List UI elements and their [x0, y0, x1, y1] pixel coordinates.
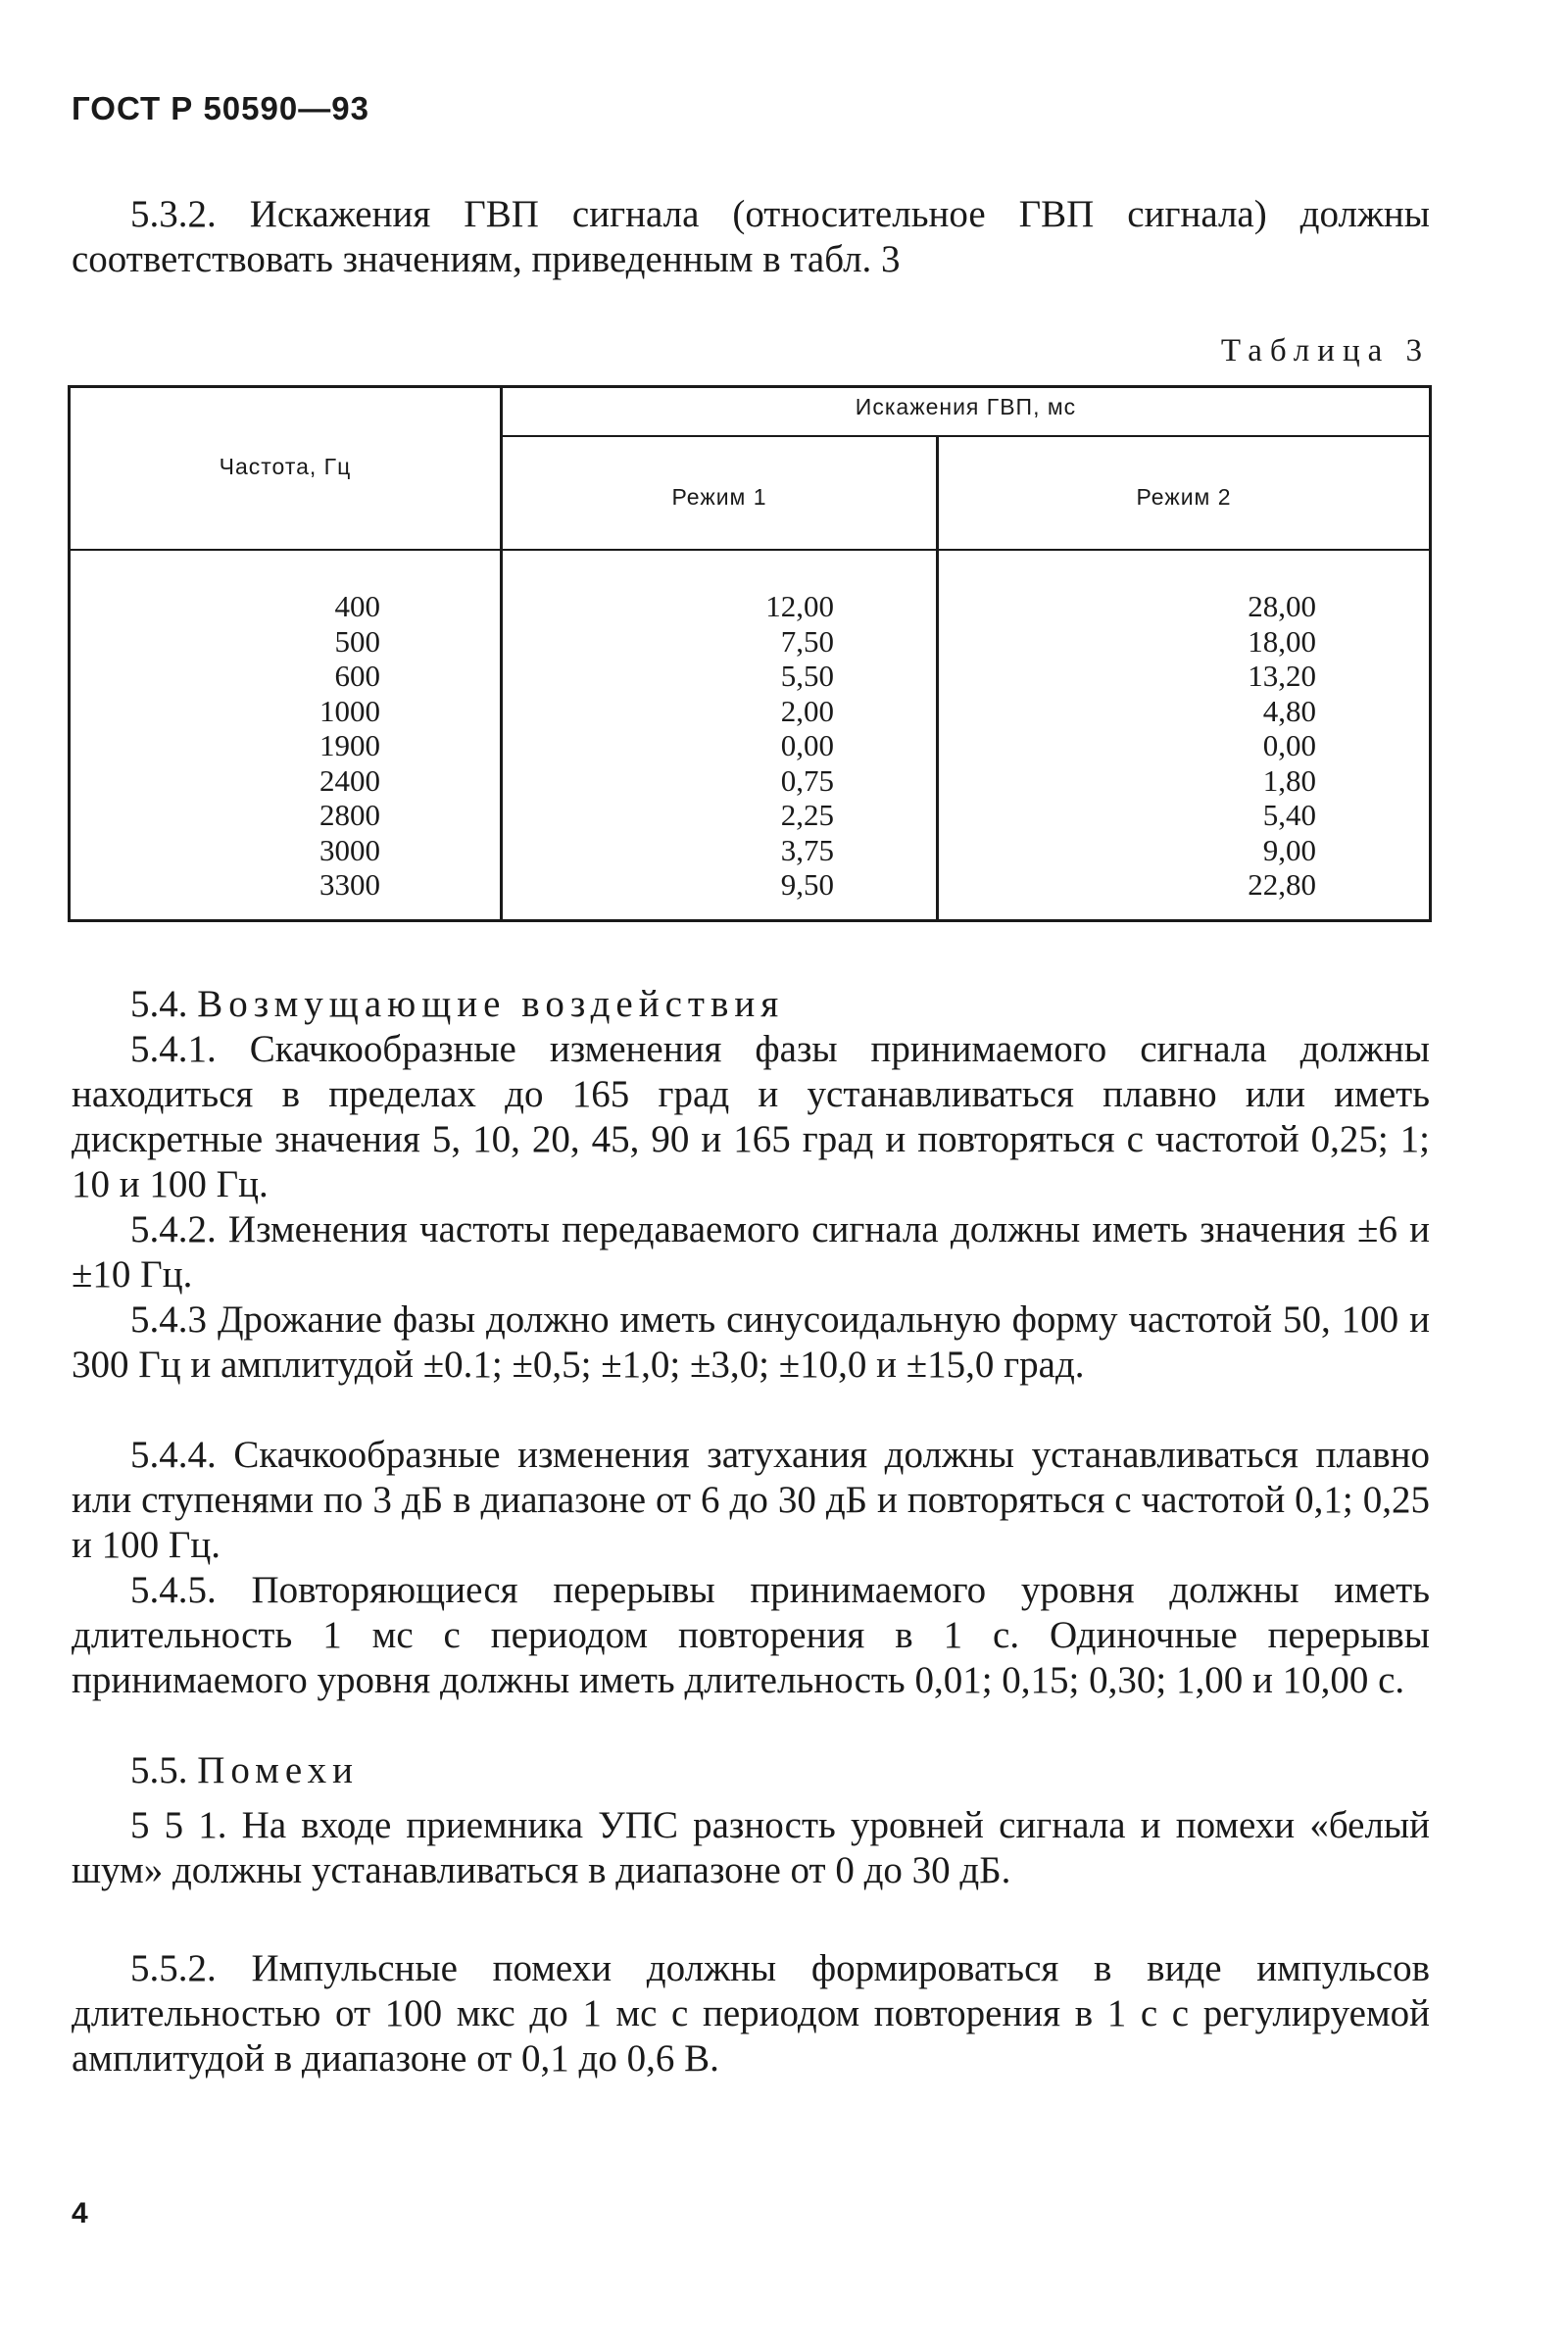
table-right-border [1429, 385, 1432, 922]
header-distortion-group: Искажения ГВП, мс [855, 394, 1077, 419]
table-bottom-border [68, 919, 1432, 922]
table-cell: 3300 [319, 867, 380, 902]
document-header: ГОСТ Р 50590—93 [72, 90, 369, 126]
section-title: Возмущающие воздействия [197, 983, 785, 1025]
table-cell: 5,40 [1262, 798, 1316, 832]
table-cell: 9,50 [780, 867, 834, 902]
paragraph-5-4-1: 5.4.1. Скачкообразные изменения фазы принимаемого сигнала должны находиться в пределах до 165 град и устанавливаться плавно или иметь дискретные значения 5, 10, 20, 45, 90 и 165 град и повторяться с частотой 0,25; 1; 10 и 100 Гц. [72, 1028, 1430, 1205]
table-cell: 2,25 [780, 798, 834, 832]
table-group-separator [502, 435, 1432, 437]
table-cell: 7,50 [780, 623, 834, 659]
table-cell: 500 [334, 623, 380, 659]
paragraph-5-4-2: 5.4.2. Изменения частоты передаваемого сигнала должны иметь значения ±6 и ±10 Гц. [72, 1208, 1430, 1296]
section-number: 5.5. [130, 1749, 188, 1791]
table-cell: 1,80 [1262, 762, 1316, 798]
table-cell: 3,75 [780, 832, 834, 867]
table-caption: Таблица 3 [1220, 333, 1430, 368]
paragraph-5-4-5: 5.4.5. Повторяющиеся перерывы принимаемого уровня должны иметь длительность 1 мс с периодом повторения в 1 с. Одиночные перерывы принимаемого уровня должны иметь длительность 0,01; 0,15; 0,30; 1,00 и 10,00 с. [72, 1569, 1430, 1701]
paragraph-5-4-4: 5.4.4. Скачкообразные изменения затухания должны устанавливаться плавно или ступенями по 3 дБ в диапазоне от 6 до 30 дБ и повторяться с частотой 0,1; 0,25 и 100 Гц. [72, 1434, 1430, 1566]
table-cell: 22,80 [1248, 867, 1316, 902]
section-5-4-heading [72, 982, 1430, 1027]
table-cell: 9,00 [1262, 832, 1316, 867]
table-cell: 18,00 [1248, 623, 1316, 659]
table-cell: 13,20 [1248, 659, 1316, 693]
paragraph-5-4-3: 5.4.3 Дрожание фазы должно иметь синусоидальную форму частотой 50, 100 и 300 Гц и амплитудой ±0.1; ±0,5; ±1,0; ±3,0; ±10,0 и ±15,0 град. [72, 1298, 1430, 1386]
table-cell: 28,00 [1248, 589, 1316, 623]
table-col-divider-1 [500, 385, 503, 922]
header-frequency: Частота, Гц [219, 454, 352, 479]
paragraph-5-3-2: 5.3.2. Искажения ГВП сигнала (относительное ГВП сигнала) должны соответствовать значениям, приведенным в табл. 3 [72, 193, 1430, 280]
table-cell: 5,50 [780, 659, 834, 693]
table-header-separator [68, 549, 1432, 551]
table-cell: 0,75 [780, 762, 834, 798]
table-cell: 2,00 [780, 693, 834, 728]
table-cell: 1900 [319, 728, 380, 762]
header-mode-2: Режим 2 [1136, 484, 1232, 510]
table-cell: 1000 [319, 693, 380, 728]
column-mode-2 [1248, 589, 1316, 903]
table-cell: 4,80 [1262, 693, 1316, 728]
header-mode-1: Режим 1 [671, 484, 767, 510]
section-title: Помехи [197, 1749, 360, 1791]
paragraph-5-5-2: 5.5.2. Импульсные помехи должны формироваться в виде импульсов длительностью от 100 мкс до 1 мс с периодом повторения в 1 с с регулируемой амплитудой в диапазоне от 0,1 до 0,6 В. [72, 1947, 1430, 2080]
table-cell: 2800 [319, 798, 380, 832]
column-frequency [319, 589, 380, 903]
section-5-5-heading [72, 1748, 1430, 1793]
section-number: 5.4. [130, 983, 188, 1025]
column-mode-1 [765, 589, 834, 903]
paragraph-5-5-1: 5 5 1. На входе приемника УПС разность уровней сигнала и помехи «белый шум» должны устанавливаться в диапазоне от 0 до 30 дБ. [72, 1804, 1430, 1891]
table-cell: 0,00 [1262, 728, 1316, 762]
page-number: 4 [72, 2197, 88, 2229]
table-cell: 0,00 [780, 728, 834, 762]
table-top-border [68, 385, 1432, 388]
data-table [68, 385, 1432, 922]
table-cell: 12,00 [765, 589, 834, 623]
table-cell: 600 [334, 659, 380, 693]
table-cell: 2400 [319, 762, 380, 798]
table-cell: 3000 [319, 832, 380, 867]
table-cell: 400 [334, 589, 380, 623]
